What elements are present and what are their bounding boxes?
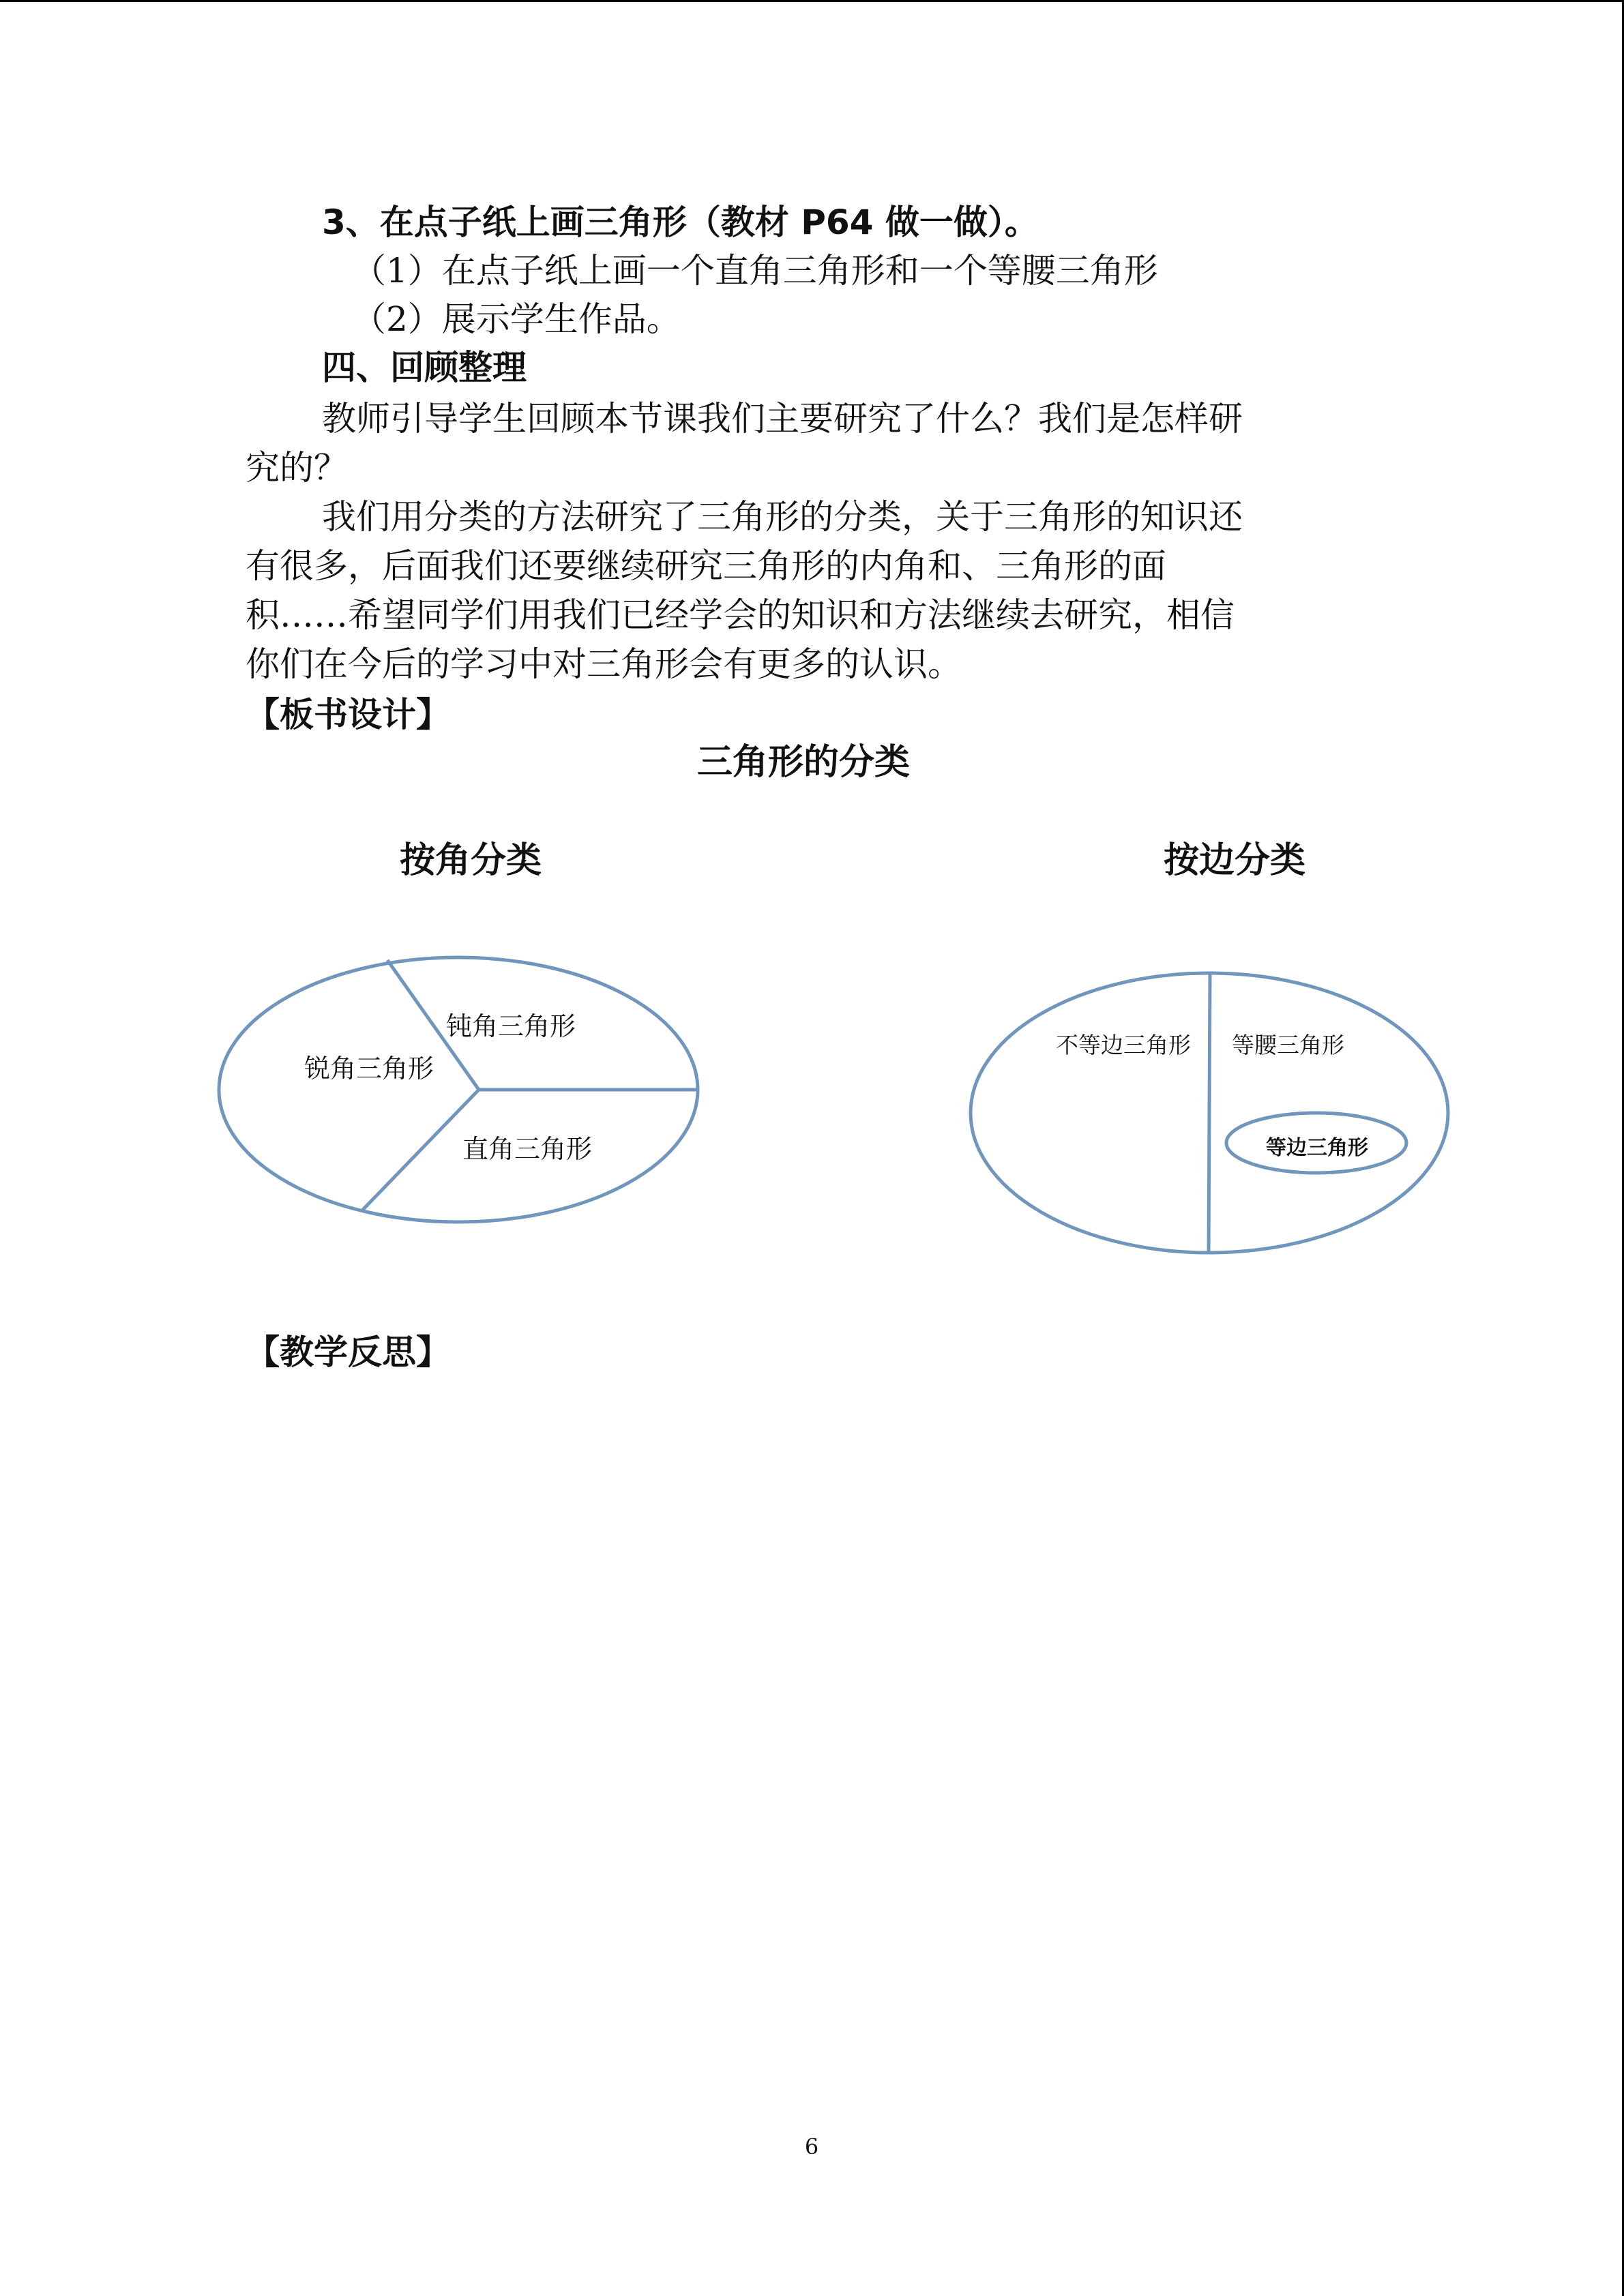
top-border-line bbox=[0, 0, 1624, 2]
by-side-divider bbox=[1209, 973, 1210, 1253]
by-side-caption: 按边分类 bbox=[1164, 840, 1306, 881]
equilateral-triangle-label: 等边三角形 bbox=[1266, 1136, 1368, 1160]
activity-step-1: （1）在点子纸上画一个直角三角形和一个等腰三角形 bbox=[352, 251, 1158, 290]
right-triangle-label: 直角三角形 bbox=[462, 1134, 593, 1164]
review-paragraph-2-line-3: 积……希望同学们用我们已经学会的知识和方法继续去研究，相信 bbox=[246, 595, 1235, 635]
review-paragraph-2-line-2: 有很多，后面我们还要继续研究三角形的内角和、三角形的面 bbox=[246, 546, 1166, 586]
board-design-heading: 【板书设计】 bbox=[246, 695, 450, 734]
by-angle-divider-bottom bbox=[361, 1090, 479, 1211]
obtuse-triangle-label: 钝角三角形 bbox=[446, 1011, 576, 1041]
review-heading: 四、回顾整理 bbox=[322, 348, 527, 387]
board-design-title: 三角形的分类 bbox=[697, 742, 911, 783]
acute-triangle-label: 锐角三角形 bbox=[304, 1054, 434, 1084]
activity-step-2: （2）展示学生作品。 bbox=[352, 299, 681, 339]
isosceles-triangle-label: 等腰三角形 bbox=[1232, 1032, 1344, 1058]
by-angle-caption: 按角分类 bbox=[400, 840, 542, 881]
by-side-diagram bbox=[955, 955, 1473, 1268]
reflection-heading: 【教学反思】 bbox=[246, 1332, 450, 1372]
review-paragraph-2-line-1: 我们用分类的方法研究了三角形的分类，关于三角形的知识还 bbox=[322, 497, 1243, 537]
activity-heading: 3、在点子纸上画三角形（教材 P64 做一做）。 bbox=[322, 203, 1039, 242]
review-paragraph-1-line-2: 究的？ bbox=[246, 448, 348, 488]
review-paragraph-2-line-4: 你们在今后的学习中对三角形会有更多的认识。 bbox=[246, 644, 962, 684]
page-number: 6 bbox=[804, 2134, 819, 2160]
review-paragraph-1-line-1: 教师引导学生回顾本节课我们主要研究了什么？我们是怎样研 bbox=[322, 399, 1243, 438]
scalene-triangle-label: 不等边三角形 bbox=[1056, 1032, 1191, 1058]
by-angle-diagram bbox=[205, 941, 709, 1241]
